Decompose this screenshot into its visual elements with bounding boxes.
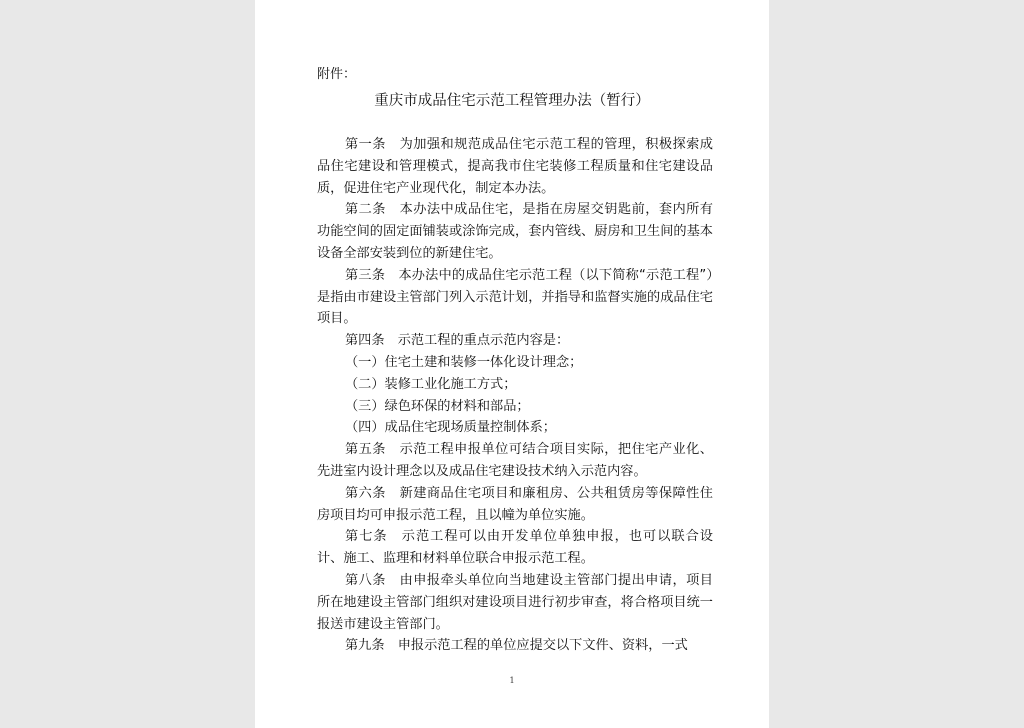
article-paragraph: 第六条 新建商品住宅项目和廉租房、公共租赁房等保障性住房项目均可申报示范工程，且以幢为单位实施。 — [317, 485, 713, 523]
document-body — [317, 134, 713, 657]
article-paragraph: 第三条 本办法中的成品住宅示范工程（以下简称“示范工程”）是指由市建设主管部门列入示范计划，并指导和监督实施的成品住宅项目。 — [317, 267, 713, 327]
article-paragraph: 第一条 为加强和规范成品住宅示范工程的管理，积极探索成品住宅建设和管理模式，提高我市住宅装修工程质量和住宅建设品质，促进住宅产业现代化，制定本办法。 — [317, 137, 713, 196]
article-paragraph: 第四条 示范工程的重点示范内容是： — [345, 333, 570, 349]
article-paragraph: 第五条 示范工程申报单位可结合项目实际，把住宅产业化、先进室内设计理念以及成品住宅建设技术纳入示范内容。 — [317, 442, 713, 479]
article-paragraph: 第二条 本办法中成品住宅，是指在房屋交钥匙前，套内所有功能空间的固定面铺装或涂饰完成，套内管线、厨房和卫生间的基本设备全部安装到位的新建住宅。 — [317, 202, 713, 261]
article-paragraph: 第七条 示范工程可以由开发单位单独申报，也可以联合设计、施工、监理和材料单位联合申报示范工程。 — [317, 529, 713, 567]
attachment-label: 附件： — [317, 67, 357, 82]
document-title: 重庆市成品住宅示范工程管理办法（暂行） — [374, 93, 650, 109]
page-number: 1 — [509, 676, 515, 685]
article-paragraph: 第九条 申报示范工程的单位应提交以下文件、资料，一式 — [345, 638, 688, 654]
document-page — [255, 0, 769, 728]
list-item: （三）绿色环保的材料和部品； — [345, 398, 530, 414]
article-paragraph: 第八条 由申报牵头单位向当地建设主管部门提出申请，项目所在地建设主管部门组织对建设项目进行初步审查，将合格项目统一报送市建设主管部门。 — [317, 572, 713, 632]
list-item: （一）住宅土建和装修一体化设计理念； — [345, 354, 583, 370]
list-item: （四）成品住宅现场质量控制体系； — [345, 420, 556, 436]
list-item: （二）装修工业化施工方式； — [345, 376, 517, 392]
